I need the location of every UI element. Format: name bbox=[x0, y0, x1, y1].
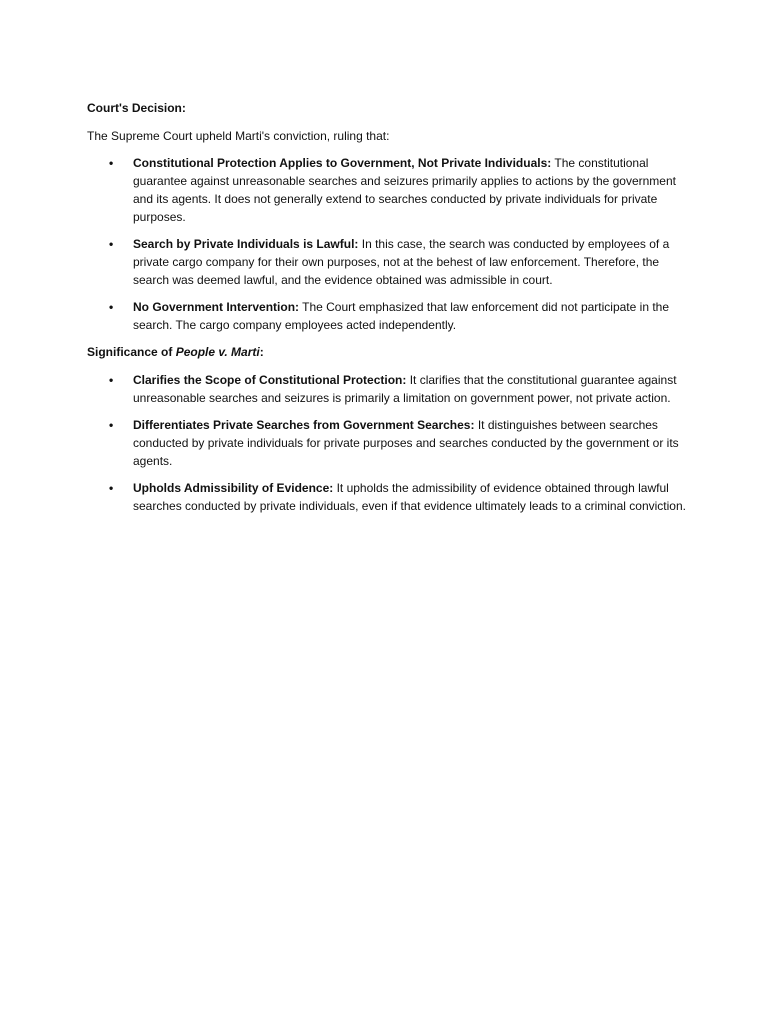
significance-list bbox=[87, 371, 687, 515]
significance-heading-case: People v. Marti bbox=[175, 345, 260, 359]
significance-heading-prefix: Significance of bbox=[87, 345, 176, 359]
list-item bbox=[87, 154, 687, 226]
courts-decision-heading: Court's Decision: bbox=[87, 101, 186, 115]
list-item-term: Differentiates Private Searches from Government Searches: bbox=[133, 418, 475, 432]
document-page bbox=[87, 99, 687, 524]
list-item bbox=[87, 371, 687, 407]
bullet-icon: • bbox=[109, 373, 114, 387]
bullet-icon: • bbox=[109, 300, 114, 314]
bullet-icon: • bbox=[109, 156, 114, 170]
list-item bbox=[87, 416, 687, 470]
list-item-text: The Court emphasized that law enforcement did not participate in the search. The cargo company employees acted independently. bbox=[133, 300, 670, 332]
list-item-text: It distinguishes between searches conducted by private individuals for private purposes and searches conducted by the government or its agents. bbox=[133, 418, 679, 468]
list-item-term: Constitutional Protection Applies to Government, Not Private Individuals: bbox=[133, 156, 552, 170]
list-item-term: Clarifies the Scope of Constitutional Protection: bbox=[133, 373, 407, 387]
list-item-term: Search by Private Individuals is Lawful: bbox=[133, 237, 359, 251]
bullet-icon: • bbox=[109, 237, 114, 251]
list-item-text: It upholds the admissibility of evidence obtained through lawful searches conducted by private individuals, even if that evidence ultimately leads to a criminal conviction. bbox=[133, 481, 686, 513]
bullet-icon: • bbox=[109, 481, 114, 495]
significance-heading-suffix: : bbox=[259, 345, 264, 359]
list-item-text: In this case, the search was conducted by employees of a private cargo company for their own purposes, not at the behest of law enforcement. Therefore, the search was deemed lawful, and the evidence obtained was admissible in court. bbox=[133, 237, 670, 287]
courts-decision-list bbox=[87, 154, 687, 334]
significance-heading bbox=[87, 343, 687, 361]
list-item-text: It clarifies that the constitutional guarantee against unreasonable searches and seizures is primarily a limitation on government power, not private action. bbox=[133, 373, 677, 405]
list-item bbox=[87, 235, 687, 289]
list-item bbox=[87, 479, 687, 515]
list-item-term: Upholds Admissibility of Evidence: bbox=[133, 481, 334, 495]
courts-decision-intro: The Supreme Court upheld Marti's conviction, ruling that: bbox=[87, 129, 390, 143]
list-item-term: No Government Intervention: bbox=[133, 300, 300, 314]
list-item-text: The constitutional guarantee against unreasonable searches and seizures primarily applies to actions by the government and its agents. It does not generally extend to searches conducted by private individuals for private purposes. bbox=[133, 156, 676, 224]
list-item bbox=[87, 298, 687, 334]
bullet-icon: • bbox=[109, 418, 114, 432]
